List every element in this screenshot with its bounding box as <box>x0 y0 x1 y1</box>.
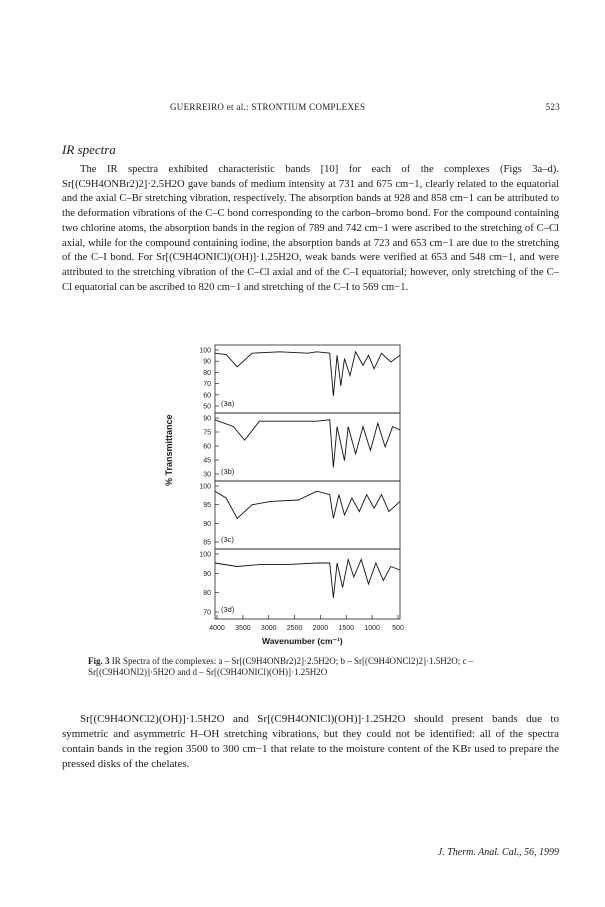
y-tick-label: 100 <box>199 347 211 355</box>
y-tick-label: 80 <box>203 590 211 598</box>
section-title: IR spectra <box>62 142 116 157</box>
figure-label: Fig. 3 <box>88 656 110 666</box>
y-tick-label: 85 <box>203 539 211 547</box>
page-number: 523 <box>545 102 560 112</box>
x-tick-label: 4000 <box>209 625 225 632</box>
spectrum-panel <box>199 481 400 549</box>
panel-label: (3a) <box>221 399 235 408</box>
panel-frame <box>215 549 400 619</box>
y-tick-label: 75 <box>203 429 211 437</box>
paragraph-hoh-bands: Sr[(C9H4ONCl2)(OH)]·1.5H2O and Sr[(C9H4ONICl)(OH)]·1.25H2O should present bands due to symmetric and asymmetric H–OH stretching vibrations, but they could not be identified: all of the spectra contain bands in the region 3500 to 300 cm−1 that relate to the moisture content of the KBr used to prepare the pressed disks of the chelates. <box>62 713 559 770</box>
y-tick-label: 90 <box>203 415 211 423</box>
x-axis-label: Wavenumber (cm⁻¹) <box>262 636 343 646</box>
spectrum-panel <box>199 345 400 413</box>
spectrum-trace <box>215 491 400 518</box>
y-tick-label: 100 <box>199 483 211 491</box>
spectrum-trace <box>215 420 400 468</box>
y-axis-label: % Transmittance <box>164 414 174 486</box>
y-tick-label: 90 <box>203 520 211 528</box>
figure-caption <box>88 656 508 678</box>
x-tick-label: 2000 <box>312 625 329 632</box>
y-tick-label: 90 <box>203 358 211 366</box>
spectrum-trace <box>215 560 400 599</box>
panel-label: (3c) <box>221 535 234 544</box>
panel-label: (3b) <box>221 467 235 476</box>
y-tick-label: 50 <box>203 403 211 411</box>
panel-frame <box>215 345 400 413</box>
y-tick-label: 45 <box>203 457 211 465</box>
y-tick-label: 60 <box>203 443 211 451</box>
y-tick-label: 70 <box>203 609 211 617</box>
spectrum-panel <box>199 549 400 619</box>
y-tick-label: 90 <box>203 570 211 578</box>
y-tick-label: 95 <box>203 502 211 510</box>
y-tick-label: 80 <box>203 369 211 377</box>
x-tick-label: 1500 <box>338 625 355 632</box>
x-tick-label: 500 <box>392 625 404 632</box>
panel-frame <box>215 481 400 549</box>
y-tick-label: 70 <box>203 381 211 389</box>
y-tick-label: 60 <box>203 392 211 400</box>
y-tick-label: 100 <box>199 551 211 559</box>
paragraph-ir-spectra: The IR spectra exhibited characteristic bands [10] for each of the complexes (Figs 3a–d). Sr[(C9H4ONBr2)2]·2.5H2O gave bands of medium intensity at 731 and 675 cm−1, clearly related to the equatorial and the axial C–Br stretching vibration, respectively. The absorption bands at 928 and 858 cm−1 can be attributed to the deformation vibrations of the C–C bond corresponding to the carbon–bromo bond. For the compound containing two chlorine atoms, the absorption bands in the region of 789 and 742 cm−1 were ascribed to the stretching of C–Cl axial, while for the compound containing iodine, the absorption bands at 723 and 653 cm−1 are due to the stretching of the C–I bond. For Sr[(C9H4ONICl)(OH)]·1.25H2O, weak bands were verified at 653 and 548 cm−1, and were attributed to the stretching vibration of the C–Cl axial and of the C–I equatorial; however, only stretching of the C–Cl equatorial can be ascribed to 820 cm−1 and stretching of the C–I to 569 cm−1. <box>62 164 559 293</box>
x-tick-label: 3000 <box>260 625 277 632</box>
caption-text: IR Spectra of the complexes: a – Sr[(C9H4ONBr2)2]·2.5H2O; b – Sr[(C9H4ONCl2)2]·1.5H2O; c – Sr[(C9H4ONI2)]·5H2O and d – Sr[(C9H4ONICl)(OH)]·1.25H2O <box>88 656 474 677</box>
journal-footer: J. Therm. Anal. Cal., 56, 1999 <box>437 847 559 858</box>
spectra-panels <box>199 345 400 619</box>
y-tick-label: 30 <box>203 471 211 479</box>
x-tick-label: 1000 <box>364 625 380 632</box>
spectrum-trace <box>215 352 400 396</box>
spectrum-panel <box>203 413 400 481</box>
x-tick-label: 2500 <box>286 625 303 632</box>
x-tick-label: 3500 <box>235 625 251 632</box>
running-head: GUERREIRO et al.: STRONTIUM COMPLEXES <box>170 102 366 112</box>
ir-spectra-figure <box>172 337 412 655</box>
x-axis-ticks <box>209 615 404 632</box>
panel-label: (3d) <box>221 605 235 614</box>
panel-frame <box>215 413 400 481</box>
